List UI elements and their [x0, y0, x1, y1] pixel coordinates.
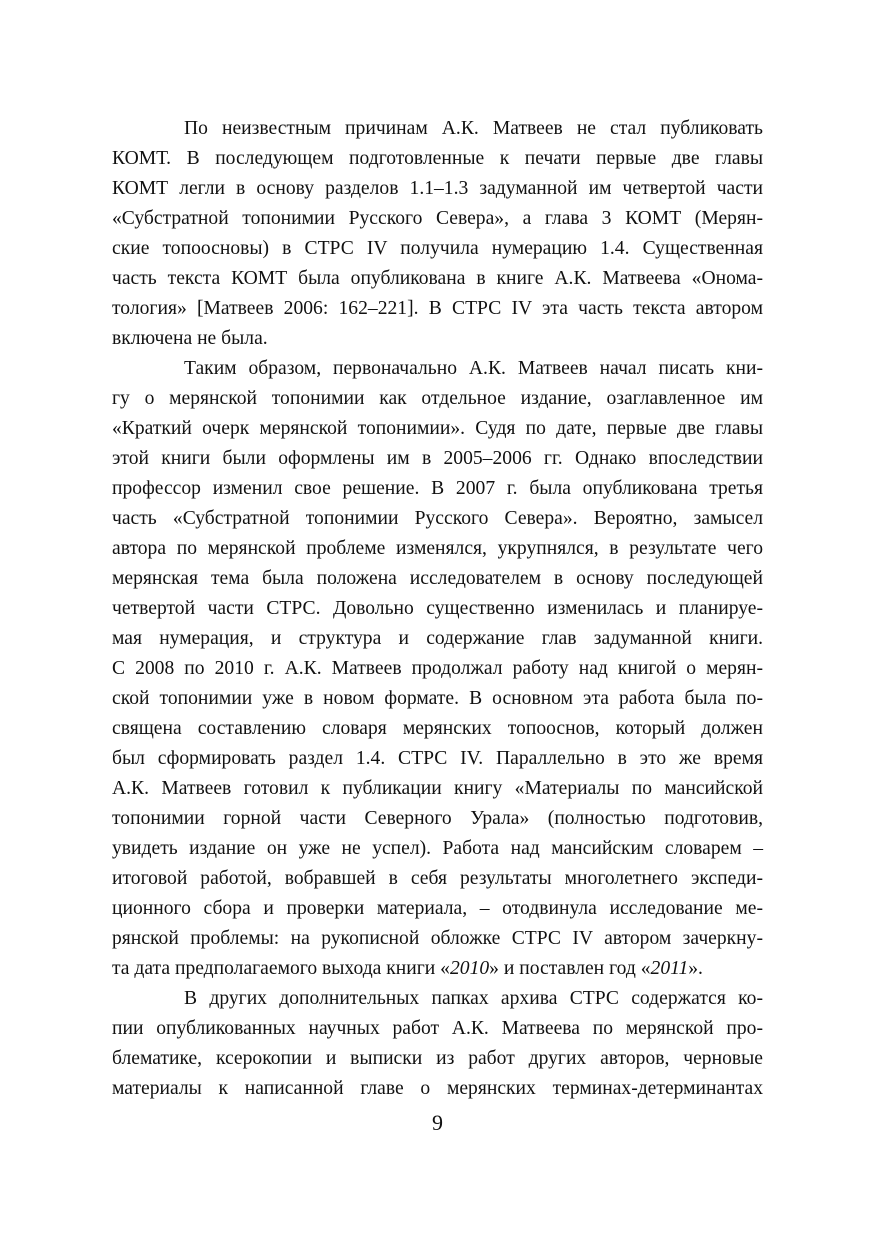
text-line: профессор изменил свое решение. В 2007 г. была опубликована третья [112, 478, 763, 499]
text-line: автора по мерянской проблеме изменялся, укрупнялся, в результате чего [112, 538, 763, 559]
text-line: В других дополнительных папках архива СТРС содержатся ко- [184, 988, 763, 1009]
text-line: был сформировать раздел 1.4. СТРС IV. Параллельно в это же время [112, 748, 763, 769]
text-line: КОМТ. В последующем подготовленные к печати первые две главы [112, 148, 763, 169]
text-line: «Краткий очерк мерянской топонимии». Судя по дате, первые две главы [112, 418, 763, 439]
paragraph-3 [112, 984, 763, 1104]
text-line: этой книги были оформлены им в 2005–2006 гг. Однако впоследствии [112, 448, 763, 469]
text-line: гу о мерянской топонимии как отдельное издание, озаглавленное им [112, 388, 763, 409]
text-line: четвертой части СТРС. Довольно существенно изменилась и планируе- [112, 598, 763, 619]
text-line: По неизвестным причинам А.К. Матвеев не стал публиковать [184, 118, 763, 139]
text-fragment: » и поставлен год « [489, 958, 651, 979]
year-crossed-out: 2010 [449, 958, 490, 979]
text-line: ционного сбора и проверки материала, – отодвинула исследование ме- [112, 898, 763, 919]
text-line: часть текста КОМТ была опубликована в книге А.К. Матвеева «Онома- [112, 268, 763, 289]
year-new: 2011 [650, 958, 689, 979]
text-line: ские топоосновы) в СТРС IV получила нумерацию 1.4. Существенная [112, 238, 763, 259]
paragraph-1 [112, 114, 763, 354]
text-line: А.К. Матвеев готовил к публикации книгу «Материалы по мансийской [112, 778, 763, 799]
page-body [112, 114, 763, 1104]
paragraph-2 [112, 354, 763, 984]
text-fragment: та дата предполагаемого выхода книги « [112, 958, 450, 979]
text-line: мая нумерация, и структура и содержание глав задуманной книги. [112, 628, 763, 649]
text-line: часть «Субстратной топонимии Русского Севера». Вероятно, замысел [112, 508, 763, 529]
text-line: увидеть издание он уже не успел). Работа над мансийским словарем – [112, 838, 763, 859]
text-line: материалы к написанной главе о мерянских терминах-детерминантах [112, 1078, 763, 1099]
text-fragment: ». [688, 958, 703, 979]
text-line: «Субстратной топонимии Русского Севера», а глава 3 КОМТ (Мерян- [112, 208, 763, 229]
text-line: рянской проблемы: на рукописной обложке СТРС IV автором зачеркну- [112, 928, 763, 949]
text-line: священа составлению словаря мерянских топооснов, который должен [112, 718, 763, 739]
text-line: блематике, ксерокопии и выписки из работ других авторов, черновые [112, 1048, 763, 1069]
text-line: итоговой работой, вобравшей в себя результаты многолетнего экспеди- [112, 868, 763, 889]
text-line: пии опубликованных научных работ А.К. Матвеева по мерянской про- [112, 1018, 763, 1039]
text-line: С 2008 по 2010 г. А.К. Матвеев продолжал работу над книгой о мерян- [112, 658, 763, 679]
text-line: включена не была. [112, 328, 268, 349]
text-line: тология» [Матвеев 2006: 162–221]. В СТРС IV эта часть текста автором [112, 298, 763, 319]
text-line: Таким образом, первоначально А.К. Матвеев начал писать кни- [184, 358, 763, 379]
text-line-final [112, 954, 763, 984]
text-line: ской топонимии уже в новом формате. В основном эта работа была по- [112, 688, 763, 709]
page-number: 9 [432, 1110, 443, 1135]
text-line: КОМТ легли в основу разделов 1.1–1.3 задуманной им четвертой части [112, 178, 763, 199]
text-line: топонимии горной части Северного Урала» (полностью подготовив, [112, 808, 763, 829]
text-line: мерянская тема была положена исследователем в основу последующей [112, 568, 763, 589]
